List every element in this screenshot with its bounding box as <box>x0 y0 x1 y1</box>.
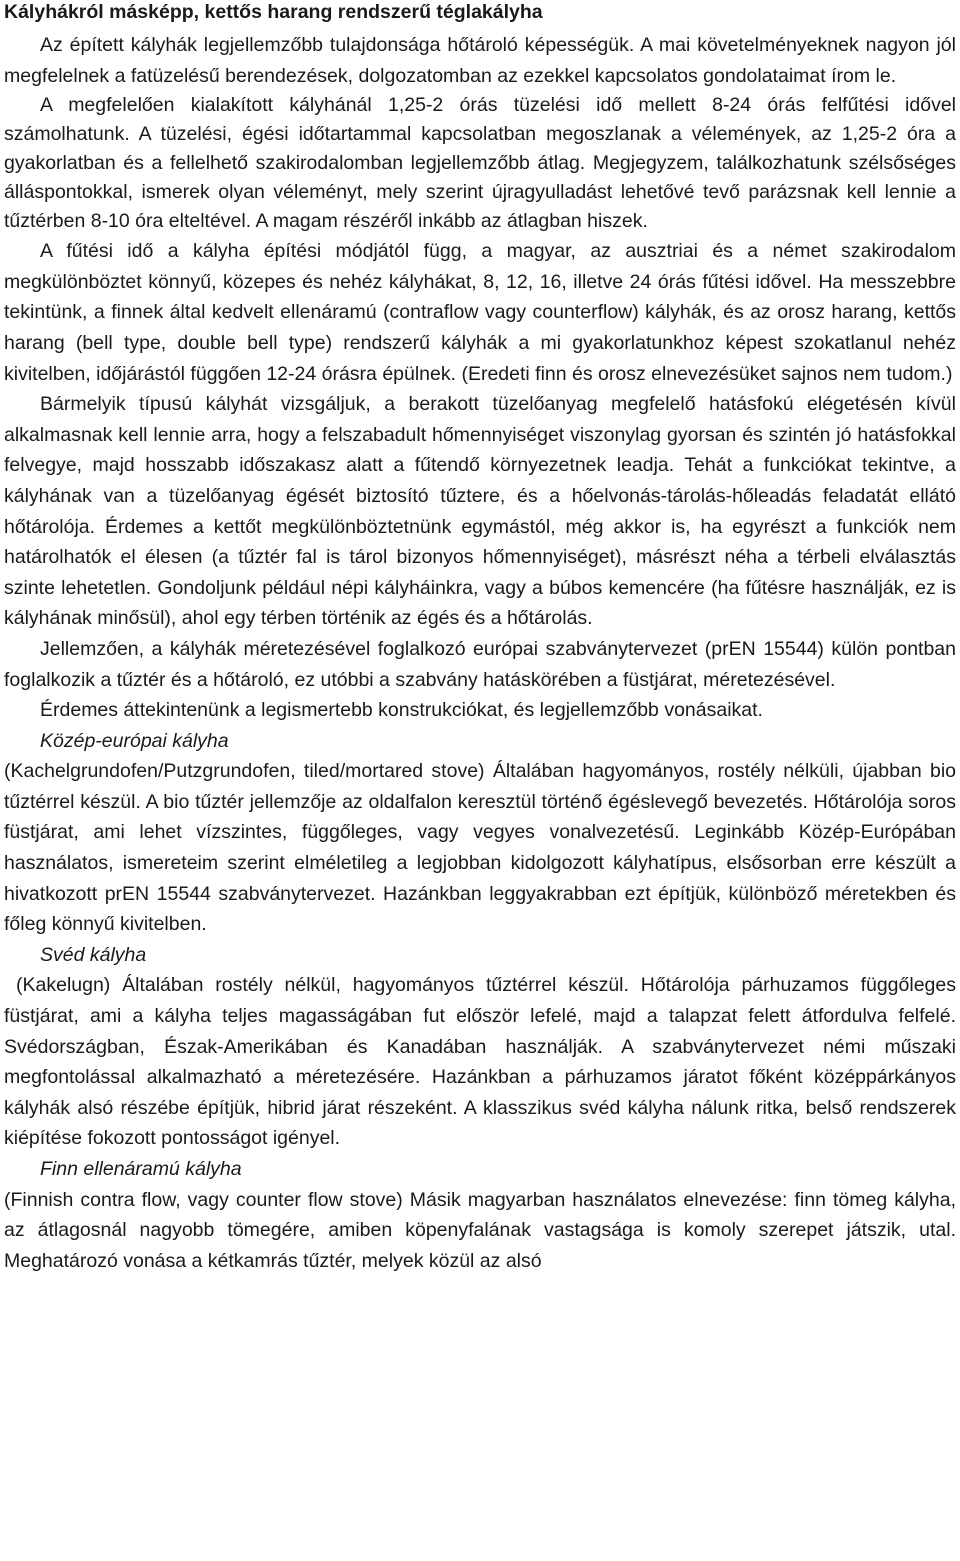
paragraph-standard: Jellemzően, a kályhák méretezésével foglalkozó európai szabványtervezet (prEN 15544) külön pontban foglalkozik a tűztér és a hőtároló, ez utóbbi a szabvány hatáskörében a füstjárat, méretezésével. <box>4 637 956 691</box>
paragraph-heating-by-construction: A fűtési idő a kályha építési módjától függ, a magyar, az ausztriai és a német szakirodalom megkülönböztet könnyű, közepes és nehéz kályhákat, 8, 12, 16, illetve 24 órás fűtési idővel. Ha messzebbre tekintünk, a finnek által kedvelt ellenáramú (contraflow vagy counterflow) kályhák, és az orosz harang, kettős harang (bell type, double bell type) rendszerű kályhák a mi gyakorlatunkhoz képest szokatlanul nehéz kivitelben, időjárástól függően 12-24 órásra épülnek. (Eredeti finn és orosz elnevezésüket sajnos nem tudom.) <box>4 240 956 385</box>
section-body-central-european: (Kachelgrundofen/Putzgrundofen, tiled/mortared stove) Általában hagyományos, rostély nélküli, újabban bio tűztérrel készül. A bio tűztér jellemzője az oldalfalon keresztül történő égéslevegő bevezetés. Hőtárolója soros füstjárat, ami lehet vízszintes, függőleges, vagy vegyes vonalvezetésű. Leginkább Közép-Európában használatos, ismereteim szerint elméletileg a legjobban kidolgozott kályhatípus, elsősorban erre készült a hivatkozott prEN 15544 szabványtervezet. Hazánkban leggyakrabban ezt építjük, különböző méretekben és főleg könnyű kivitelben. <box>4 760 956 936</box>
paragraph-heating-time: A megfelelően kialakított kályhánál 1,25-2 órás tüzelési idő mellett 8-24 órás felfűtési idővel számolhatunk. A tüzelési, égési időtartammal kapcsolatban megoszlanak a vélemények, az 1,25-2 óra a gyakorlatban és a fellelhető szakirodalomban legjellemzőbb átlag. Megjegyzem, találkozhatunk szélsőséges álláspontokkal, ismerek olyan véleményt, mely szerint újragyulladást lehetővé tevő parázsnak kell lennie a tűztérben 8-10 óra elteltével. A magam részéről inkább az átlagban hiszek. <box>4 94 956 233</box>
document-page <box>4 0 956 1276</box>
paragraph-overview: Érdemes áttekintenünk a legismertebb konstrukciókat, és legjellemzőbb vonásaikat. <box>40 699 763 722</box>
section-heading-central-european: Közép-európai kályha <box>40 729 229 752</box>
paragraph-functions: Bármelyik típusú kályhát vizsgáljuk, a berakott tüzelőanyag megfelelő hatásfokú elégetésén kívül alkalmasnak kell lennie arra, hogy a felszabadult hőmennyiséget viszonylag gyorsan és szintén jó hatásfokkal felvegye, majd hosszabb időszakasz alatt a fűtendő környezetnek leadja. Tehát a funkciókat tekintve, a kályhának van a tüzelőanyag égését biztosító tűztere, és a hőelvonás-tárolás-hőleadás feladatát ellátó hőtárolója. Érdemes a kettőt megkülönböztetnünk egymástól, még akkor is, ha egyrészt a funkciók nem határolhatók el élesen (a tűztér fal is tárol bizonyos hőmennyiséget), másrészt néha a térbeli elválasztás szinte lehetetlen. Gondoljunk például népi kályháinkra, vagy a búbos kemencére (ha fűtésre használják, ez is kályhának minősül), ahol egy térben történik az égés és a hőtárolás. <box>4 393 956 630</box>
document-title: Kályhákról másképp, kettős harang rendszerű téglakályha <box>4 1 543 23</box>
section-heading-finnish: Finn ellenáramú kályha <box>40 1158 242 1180</box>
section-body-swedish: (Kakelugn) Általában rostély nélkül, hagyományos tűztérrel készül. Hőtárolója párhuzamos függőleges füstjárat, ami a kályha teljes magasságában fut először lefelé, majd a talapzat felett átfordulva felfelé. Svédországban, Észak-Amerikában és Kanadában használják. A szabványtervezet némi műszaki megfontolással alkalmazható a méretezésére. Hazánkban a párhuzamos járatot főként középpárkányos kályhák alsó részébe építjük, hibrid járat részeként. A klasszikus svéd kályha nálunk ritka, belső rendszerek kiépítése fokozott pontosságot igényel. <box>4 974 956 1150</box>
paragraph-intro: Az épített kályhák legjellemzőbb tulajdonsága hőtároló képességük. A mai követelményeknek nagyon jól megfelelnek a fatüzelésű berendezések, dolgozatomban az ezekkel kapcsolatos gondolataimat írom le. <box>4 34 956 87</box>
section-body-finnish: (Finnish contra flow, vagy counter flow stove) Másik magyarban használatos elnevezése: finn tömeg kályha, az átlagosnál nagyobb tömegére, amiben köpenyfalának vastagsága is komoly szerepet játszik, utal. Meghatározó vonása a kétkamrás tűztér, melyek közül az alsó <box>4 1188 956 1272</box>
section-heading-swedish: Svéd kályha <box>40 943 147 966</box>
